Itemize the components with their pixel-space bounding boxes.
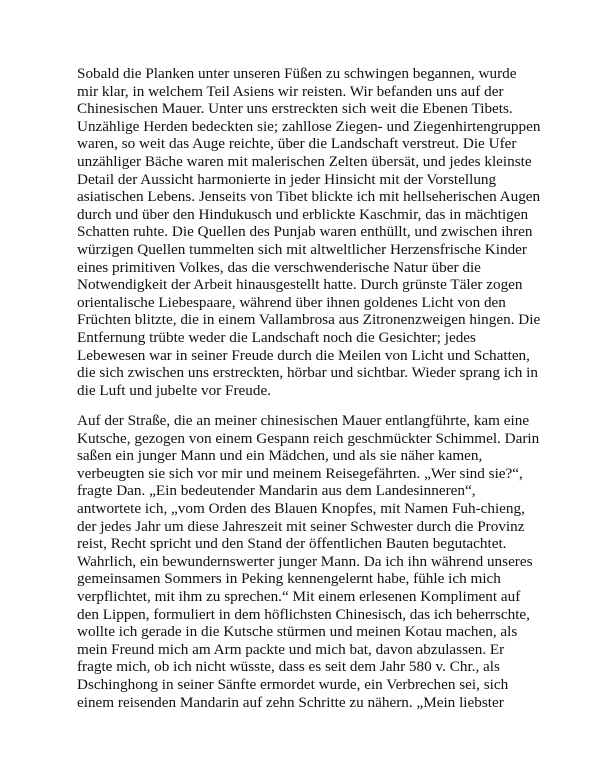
- text-line: verpflichtet, mit ihm zu sprechen.“ Mit einem erlesenen Kompliment auf: [77, 587, 521, 605]
- text-line: Dschinghong in seiner Sänfte ermordet wurde, ein Verbrechen sei, sich: [77, 675, 509, 693]
- text-line: den Lippen, formuliert in dem höflichsten Chinesisch, das ich beherrschte,: [77, 605, 530, 623]
- text-line: fragte Dan. „Ein bedeutender Mandarin aus dem Landesinneren“,: [77, 482, 476, 500]
- paragraph-1: [77, 65, 541, 399]
- text-line: Schatten ruhte. Die Quellen des Punjab waren enthüllt, und zwischen ihren: [77, 223, 533, 241]
- text-line: eines primitiven Volkes, das die verschwenderische Natur über die: [77, 258, 481, 276]
- text-line: Entfernung trübte weder die Landschaft noch die Gesichter; jedes: [77, 328, 476, 346]
- text-line: einem reisenden Mandarin auf zehn Schritte zu nähern. „Mein liebster: [77, 693, 504, 711]
- text-line: reist, Recht spricht und den Stand der öffentlichen Bauten begutachtet.: [77, 535, 507, 553]
- text-line: asiatischen Lebens. Jenseits von Tibet blickte ich mit hellseherischen Augen: [77, 188, 541, 206]
- text-line: fragte mich, ob ich nicht wüsste, dass es seit dem Jahr 580 v. Chr., als: [77, 658, 500, 676]
- text-line: Lebewesen war in seiner Freude durch die Meilen von Licht und Schatten,: [77, 346, 530, 364]
- text-line: Sobald die Planken unter unseren Füßen zu schwingen begannen, wurde: [77, 65, 517, 82]
- text-line: durch und über den Hindukusch und erblickte Kaschmir, das in mächtigen: [77, 205, 529, 223]
- text-line: Wahrlich, ein bewundernswerter junger Mann. Da ich ihn während unseres: [77, 552, 533, 570]
- text-line: Kutsche, gezogen von einem Gespann reich geschmückter Schimmel. Darin: [77, 429, 540, 447]
- text-line: Unzählige Herden bedeckten sie; zahllose Ziegen- und Ziegenhirtengruppen: [77, 117, 541, 135]
- text-line: orientalische Liebespaare, während über ihnen goldenes Licht von den: [77, 293, 506, 311]
- text-line: antwortete ich, „vom Orden des Blauen Knopfes, mit Namen Fuh-chieng,: [77, 499, 525, 517]
- text-line: die Luft und jubelte vor Freude.: [77, 381, 272, 399]
- text-line: mir klar, in welchem Teil Asiens wir reisten. Wir befanden uns auf der: [77, 82, 504, 100]
- text-line: wollte ich gerade in die Kutsche stürmen und meinen Kotau machen, als: [77, 623, 518, 641]
- text-line: Detail der Aussicht harmonierte in jeder Hinsicht mit der Vorstellung: [77, 170, 497, 188]
- text-line: die sich zwischen uns erstreckten, hörbar und sichtbar. Wieder sprang ich in: [77, 364, 538, 382]
- text-line: würzigen Quellen tummelten sich mit altweltlicher Herzensfrische Kinder: [77, 240, 527, 258]
- text-line: verbeugten sie sich vor mir und meinem Reisegefährten. „Wer sind sie?“,: [77, 464, 523, 482]
- text-line: Chinesischen Mauer. Unter uns erstreckten sich weit die Ebenen Tibets.: [77, 100, 513, 118]
- text-line: gemeinsamen Sommers in Peking kennengelernt habe, fühle ich mich: [77, 570, 501, 588]
- paragraph-2: [77, 412, 540, 711]
- text-line: Früchten blitzte, die in einem Vallambrosa aus Zitronenzweigen hingen. Die: [77, 311, 541, 329]
- text-line: waren, so weit das Auge reichte, über die Landschaft verstreut. Die Ufer: [77, 135, 517, 153]
- text-line: unzähliger Bäche waren mit malerischen Zelten übersät, und jedes kleinste: [77, 152, 532, 170]
- text-line: Auf der Straße, die an meiner chinesischen Mauer entlangführte, kam eine: [77, 412, 530, 429]
- text-line: saßen ein junger Mann und ein Mädchen, und als sie näher kamen,: [77, 447, 483, 465]
- text-line: der jedes Jahr um diese Jahreszeit mit seiner Schwester durch die Provinz: [77, 517, 525, 535]
- text-line: mein Freund mich am Arm packte und mich bat, davon abzulassen. Er: [77, 640, 505, 658]
- text-line: Notwendigkeit der Arbeit hinausgestellt hatte. Durch grünste Täler zogen: [77, 276, 523, 294]
